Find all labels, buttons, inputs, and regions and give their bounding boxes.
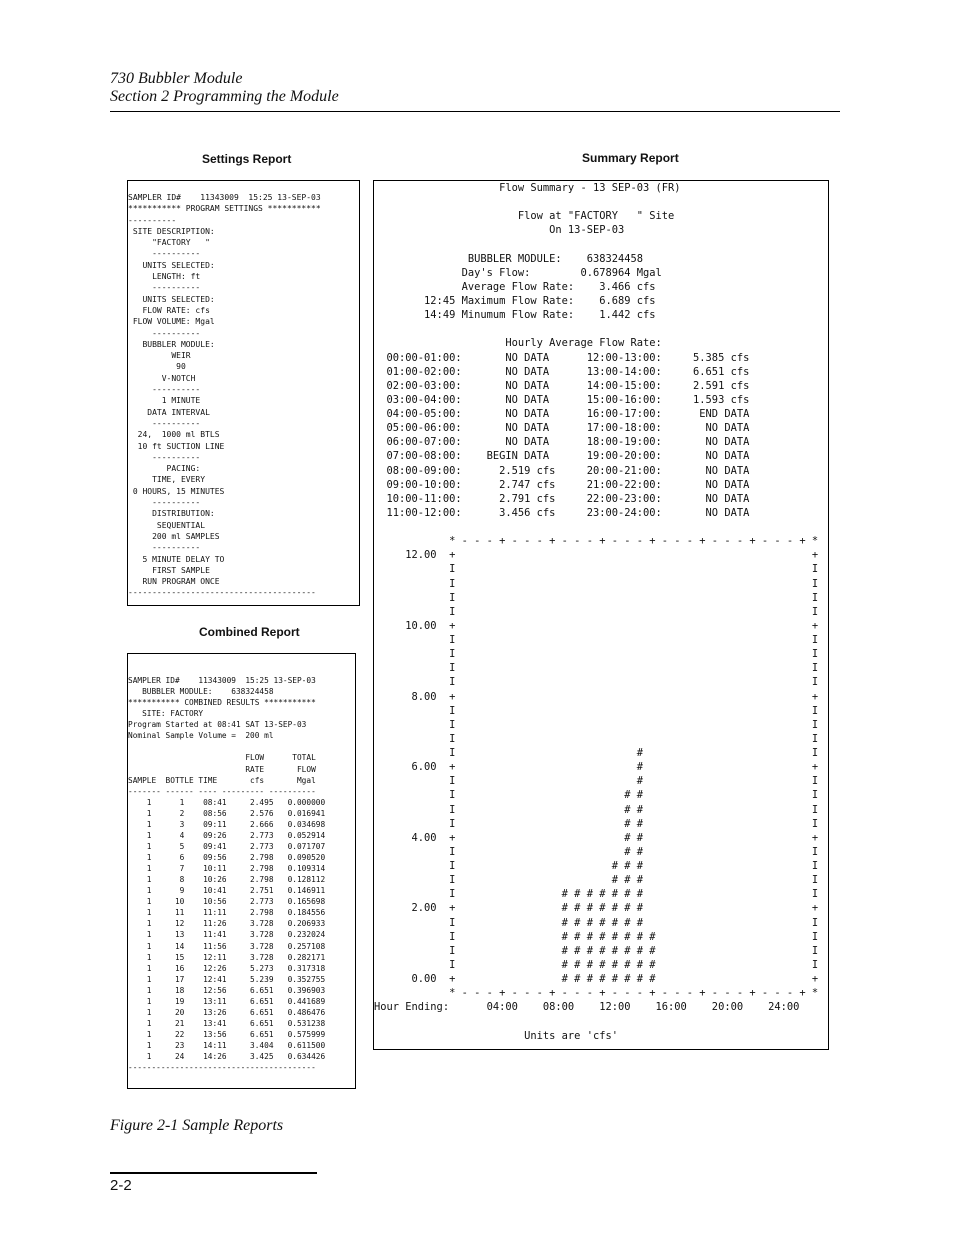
summary-report-box xyxy=(373,180,829,1050)
page-number: 2-2 xyxy=(110,1177,132,1194)
header-section: Section 2 Programming the Module xyxy=(110,88,339,105)
footer-rule xyxy=(110,1172,317,1174)
figure-caption: Figure 2-1 Sample Reports xyxy=(110,1117,284,1134)
combined-report-text: SAMPLER ID# 11343009 15:25 13-SEP-03 BUBBLER MODULE: 638324458 *********** COMBINED RESULTS *********** SITE: FACTORY Program Started at 08:41 SAT 13-SEP-03 Nominal Sample Volume = 200 ml FLOW TOTAL RATE FLOW SAMPLE BOTTLE TIME cfs Mgal ------- ------ ---- --------- ---------- 1 1 08:41 2.495 0.000000 1 2 08:56 2.576 0.016941 1 3 09:11 2.666 0.034698 1 4 09:26 2.773 0.052914 1 5 09:41 2.773 0.071707 1 6 09:56 2.798 0.090520 1 7 10:11 2.798 0.109314 1 8 10:26 2.798 0.128112 1 9 10:41 2.751 0.146911 1 10 10:56 2.773 0.165698 1 11 11:11 2.798 0.184556 1 12 11:26 3.728 0.206933 1 13 11:41 3.728 0.232024 1 14 11:56 3.728 0.257108 1 15 12:11 3.728 0.282171 1 16 12:26 5.273 0.317318 1 17 12:41 5.239 0.352755 1 18 12:56 6.651 0.396903 1 19 13:11 6.651 0.441689 1 20 13:26 6.651 0.486476 1 21 13:41 6.651 0.531238 1 22 13:56 6.651 0.575999 1 23 14:11 3.404 0.611500 1 24 14:26 3.425 0.634426 ---------------------------------------- xyxy=(128,676,326,1073)
summary-report-caption: Summary Report xyxy=(582,151,679,165)
settings-report-text: SAMPLER ID# 11343009 15:25 13-SEP-03 *********** PROGRAM SETTINGS *********** ---------- SITE DESCRIPTION: "FACTORY " ---------- UNITS SELECTED: LENGTH: ft ---------- UNITS SELECTED: FLOW RATE: cfs FLOW VOLUME: Mgal ---------- BUBBLER MODULE: WEIR 90 V-NOTCH ---------- 1 MINUTE DATA INTERVAL ---------- 24, 1000 ml BTLS 10 ft SUCTION LINE ---------- PACING: TIME, EVERY 0 HOURS, 15 MINUTES ---------- DISTRIBUTION: SEQUENTIAL 200 ml SAMPLES ---------- 5 MINUTE DELAY TO FIRST SAMPLE RUN PROGRAM ONCE --------------------------------------- xyxy=(128,193,321,598)
combined-report-box xyxy=(127,653,356,1089)
combined-report-caption: Combined Report xyxy=(199,625,300,639)
settings-report-caption: Settings Report xyxy=(202,152,292,166)
settings-report-box xyxy=(127,180,360,606)
running-header xyxy=(110,70,339,106)
summary-report-text: Flow Summary - 13 SEP-03 (FR) Flow at "FACTORY " Site On 13-SEP-03 BUBBLER MODULE: 638324458 Day's Flow: 0.678964 Mgal Average Flow Rate: 3.466 cfs 12:45 Maximum Flow Rate: 6.689 cfs 14:49 Minumum Flow Rate: 1.442 cfs Hourly Average Flow Rate: 00:00-01:00: NO DATA 12:00-13:00: 5.385 cfs 01:00-02:00: NO DATA 13:00-14:00: 6.651 cfs 02:00-03:00: NO DATA 14:00-15:00: 2.591 cfs 03:00-04:00: NO DATA 15:00-16:00: 1.593 cfs 04:00-05:00: NO DATA 16:00-17:00: END DATA 05:00-06:00: NO DATA 17:00-18:00: NO DATA 06:00-07:00: NO DATA 18:00-19:00: NO DATA 07:00-08:00: BEGIN DATA 19:00-20:00: NO DATA 08:00-09:00: 2.519 cfs 20:00-21:00: NO DATA 09:00-10:00: 2.747 cfs 21:00-22:00: NO DATA 10:00-11:00: 2.791 cfs 22:00-23:00: NO DATA 11:00-12:00: 3.456 cfs 23:00-24:00: NO DATA * - - - + - - - + - - - + - - - + - - - + - - - + - - - + * 12.00 + + I I I I I I I I 10.00 + + I I I I I I I I 8.00 + + I I I I I I I # I 6.00 + # + I # I I # # I I # # I I # # I 4.00 + # # + I # # I I # # # I I # # # I I # # # # # # # I 2.00 + # # # # # # # + I # # # # # # # I I # # # # # # # # I I # # # # # # # # I I # # # # # # # # I 0.00 + # # # # # # # # + * - - - + - - - + - - - + - - - + - - - + - - - + - - - + * Hour Ending: 04:00 08:00 12:00 16:00 20:00 24:00 Units are 'cfs' xyxy=(374,182,819,1042)
header-rule xyxy=(110,111,840,112)
header-title: 730 Bubbler Module xyxy=(110,70,243,87)
